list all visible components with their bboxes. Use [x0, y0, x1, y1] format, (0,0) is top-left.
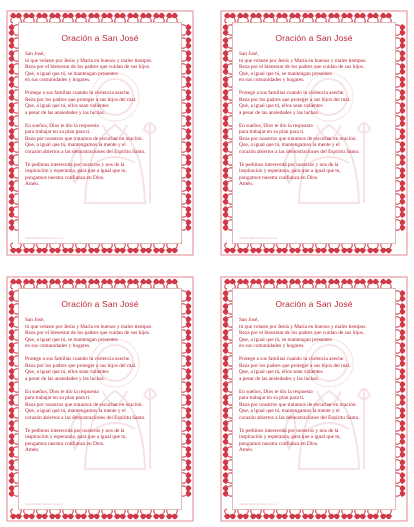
prayer-line: En sueños, Dios te dio la respuesta — [25, 388, 99, 395]
prayer-card — [218, 8, 410, 258]
prayer-line: Que, a igual que tú, mantengamos la mente y el — [25, 408, 126, 414]
prayer-title: Oración a San José — [275, 299, 353, 309]
ornament-flourish — [181, 368, 192, 380]
ornament-flourish — [181, 128, 192, 140]
prayer-paragraph — [25, 389, 177, 422]
ornament-flourish — [263, 509, 275, 520]
ornament-flourish — [250, 243, 262, 254]
ornament-flourish — [395, 50, 406, 62]
prayer-paragraph — [239, 90, 391, 116]
prayer-line: Amén. — [25, 447, 40, 453]
prayer-paragraph — [239, 356, 391, 382]
ornament-flourish — [101, 509, 113, 520]
prayer-paragraph — [239, 123, 391, 156]
ornament-flourish — [395, 24, 406, 36]
prayer-line: En sueños, Dios te dio la respuesta — [25, 122, 99, 129]
ornament-flourish — [395, 141, 406, 153]
ornament-flourish — [114, 243, 126, 254]
prayer-line: corazón abiertos a las demostraciones del Espíritu Santo. — [25, 148, 146, 155]
ornament-flourish — [395, 394, 406, 406]
ornament-flourish — [395, 167, 406, 179]
prayer-line: corazón abiertos a las demostraciones del Espíritu Santo. — [25, 414, 146, 421]
prayer-line: Que, a igual que tú, se mantengan presentes — [239, 70, 332, 77]
ornament-flourish — [315, 509, 327, 520]
prayer-line: Reza por los padres que proteger a sus hijos del mal. — [239, 362, 351, 369]
prayer-line: Protege a sus familias cuando la violencia aseche. — [25, 90, 131, 96]
ornament-flourish — [127, 509, 139, 520]
prayer-card — [4, 8, 196, 258]
prayer-line: Amén. — [239, 447, 254, 453]
ornament-flourish — [367, 509, 379, 520]
ornament-flourish — [181, 63, 192, 75]
ornament-flourish — [181, 342, 192, 354]
ornament-flourish — [181, 180, 192, 192]
card-inner — [232, 22, 396, 244]
ornament-flourish — [181, 141, 192, 153]
footer-credit: Catholic Relief Services | crs.org — [239, 503, 277, 506]
prayer-line: Reza por nosotros que tratamos de escuchar en oración. — [25, 135, 143, 142]
prayer-line: Reza por el bienestar de los padres que cuidan de sus hijos. — [25, 330, 151, 336]
prayer-title: Oración a San José — [61, 33, 139, 43]
ornament-flourish — [395, 115, 406, 127]
ornament-flourish — [395, 63, 406, 75]
prayer-line: Reza por nosotros que tratamos de escuchar en oración. — [25, 401, 143, 408]
ornament-flourish — [315, 243, 327, 254]
card-inner — [18, 22, 182, 244]
prayer-line: inspiración y esperanza, para que a igual que tu, — [25, 434, 127, 440]
prayer-line: Que, a igual que tú, ellos sean valientes — [239, 369, 323, 375]
ornament-flourish — [395, 420, 406, 432]
prayer-line: para trabajar en su plan para ti. — [25, 395, 91, 401]
ornament-flourish — [181, 381, 192, 393]
prayer-line: San José, — [25, 51, 45, 57]
ornament-flourish — [49, 509, 61, 520]
prayer-line: Que, a igual que tú, ellos sean valientes — [239, 103, 323, 109]
ornament-flourish — [395, 355, 406, 367]
prayer-paragraph — [25, 356, 177, 382]
prayer-line: tú que velaste por Jesús y María en buenos y males tiempos. — [239, 323, 367, 330]
ornament-flourish — [354, 509, 366, 520]
prayer-line: Te pedimos intereceda por nosotros y nos de la — [239, 427, 339, 434]
prayer-paragraph — [25, 51, 177, 84]
ornament-flourish — [237, 509, 249, 520]
ornament-flourish — [395, 303, 406, 315]
ornament-flourish — [395, 433, 406, 445]
footer-credit: Catholic Relief Services | crs.org — [25, 237, 63, 240]
prayer-line: corazón abiertos a las demostraciones del Espíritu Santo. — [239, 414, 360, 421]
ornament-flourish — [289, 243, 301, 254]
ornament-flourish — [181, 154, 192, 166]
ornament-flourish — [250, 509, 262, 520]
prayer-paragraph — [239, 162, 391, 188]
prayer-line: Amén. — [239, 181, 254, 187]
prayer-line: inspiración y esperanza, para que a igual que tu, — [239, 434, 341, 440]
ornament-flourish — [181, 102, 192, 114]
prayer-line: Reza por los padres que proteger a sus hijos del mal. — [25, 96, 137, 103]
prayer-line: Que, a igual que tú, se mantengan presentes — [25, 70, 118, 77]
card-inner — [232, 288, 396, 510]
ornament-flourish — [395, 180, 406, 192]
prayer-line: En sueños, Dios te dio la respuesta — [239, 388, 313, 395]
ornament-flourish — [88, 243, 100, 254]
prayer-line: Que, a igual que tú, mantengamos la mente y el — [239, 142, 340, 148]
prayer-line: a pesar de las ansiedades y las luchas. — [239, 375, 320, 382]
prayer-line: Protege a sus familias cuando la violencia aseche. — [239, 356, 345, 362]
card-inner — [18, 288, 182, 510]
prayer-line: Reza por nosotros que tratamos de escuchar en oración. — [239, 135, 357, 142]
ornament-flourish — [302, 243, 314, 254]
ornament-flourish — [36, 243, 48, 254]
prayer-line: a pesar de las ansiedades y las luchas. — [239, 109, 320, 116]
ornament-flourish — [10, 243, 22, 254]
prayer-line: en sus comunidades y hogares. — [25, 77, 91, 83]
prayer-card — [4, 274, 196, 524]
ornament-flourish — [395, 102, 406, 114]
ornament-flourish — [395, 342, 406, 354]
ornament-flourish — [62, 509, 74, 520]
ornament-flourish — [181, 329, 192, 341]
prayer-line: corazón abiertos a las demostraciones del Espíritu Santo. — [239, 148, 360, 155]
ornament-flourish — [75, 509, 87, 520]
footer-credit: Catholic Relief Services | crs.org — [239, 237, 277, 240]
ornament-flourish — [395, 154, 406, 166]
prayer-line: Reza por el bienestar de los padres que cuidan de sus hijos. — [239, 64, 365, 70]
ornament-flourish — [181, 316, 192, 328]
ornament-flourish — [127, 243, 139, 254]
prayer-paragraph — [239, 428, 391, 454]
ornament-flourish — [395, 316, 406, 328]
prayer-line: Que, a igual que tú, se mantengan presentes — [25, 336, 118, 343]
ornament-flourish — [263, 243, 275, 254]
ornament-flourish — [395, 368, 406, 380]
prayer-line: a pesar de las ansiedades y las luchas. — [25, 375, 106, 382]
ornament-flourish — [181, 219, 192, 231]
ornament-flourish — [395, 472, 406, 484]
prayer-line: Te pedimos intereceda por nosotros y nos de la — [239, 161, 339, 168]
ornament-flourish — [153, 509, 165, 520]
ornament-flourish — [276, 509, 288, 520]
ornament-flourish — [62, 243, 74, 254]
ornament-flourish — [181, 290, 192, 302]
ornament-flourish — [36, 509, 48, 520]
prayer-line: Que, a igual que tú, ellos sean valientes — [25, 103, 109, 109]
prayer-paragraph — [25, 162, 177, 188]
ornament-flourish — [181, 76, 192, 88]
ornament-flourish — [140, 509, 152, 520]
ornament-flourish — [395, 485, 406, 497]
ornament-flourish — [88, 509, 100, 520]
prayer-line: inspiración y esperanza, para que a igual que tu, — [239, 168, 341, 174]
prayer-line: a pesar de las ansiedades y las luchas. — [25, 109, 106, 116]
footer-credit: Catholic Relief Services | crs.org — [25, 503, 63, 506]
ornament-flourish — [181, 420, 192, 432]
prayer-title: Oración a San José — [275, 33, 353, 43]
prayer-line: Te pedimos intereceda por nosotros y nos de la — [25, 427, 125, 434]
ornament-flourish — [166, 509, 178, 520]
ornament-flourish — [114, 509, 126, 520]
prayer-line: para trabajar en su plan para ti. — [25, 129, 91, 135]
ornament-flourish — [395, 128, 406, 140]
ornament-flourish — [302, 509, 314, 520]
ornament-flourish — [395, 76, 406, 88]
ornament-flourish — [181, 407, 192, 419]
prayer-body — [239, 317, 391, 460]
prayer-body — [239, 51, 391, 194]
prayer-paragraph — [239, 317, 391, 350]
ornament-flourish — [153, 243, 165, 254]
ornament-flourish — [181, 50, 192, 62]
ornament-flourish — [395, 446, 406, 458]
ornament-flourish — [224, 243, 236, 254]
ornament-flourish — [395, 290, 406, 302]
prayer-line: pongamos nuestra confianza en Dios. — [239, 174, 319, 181]
ornament-flourish — [181, 433, 192, 445]
prayer-line: Protege a sus familias cuando la violencia aseche. — [239, 90, 345, 96]
prayer-line: San José, — [25, 317, 45, 323]
prayer-line: San José, — [239, 317, 259, 323]
ornament-flourish — [328, 243, 340, 254]
prayer-line: pongamos nuestra confianza en Dios. — [25, 174, 105, 181]
prayer-paragraph — [25, 123, 177, 156]
ornament-flourish — [181, 394, 192, 406]
ornament-flourish — [181, 115, 192, 127]
prayer-line: Que, a igual que tú, ellos sean valientes — [25, 369, 109, 375]
ornament-flourish — [181, 24, 192, 36]
ornament-flourish — [101, 243, 113, 254]
ornament-flourish — [181, 459, 192, 471]
ornament-flourish — [395, 37, 406, 49]
ornament-flourish — [10, 509, 22, 520]
prayer-line: Amén. — [25, 181, 40, 187]
ornament-flourish — [181, 472, 192, 484]
prayer-line: Reza por el bienestar de los padres que cuidan de sus hijos. — [25, 64, 151, 70]
ornament-flourish — [140, 243, 152, 254]
ornament-flourish — [341, 509, 353, 520]
ornament-flourish — [181, 167, 192, 179]
ornament-flourish — [224, 509, 236, 520]
prayer-line: tú que velaste por Jesús y María en buenos y males tiempos. — [25, 57, 153, 64]
ornament-flourish — [289, 509, 301, 520]
ornament-flourish — [328, 509, 340, 520]
prayer-body — [25, 317, 177, 460]
ornament-flourish — [181, 89, 192, 101]
ornament-flourish — [181, 206, 192, 218]
prayer-line: Que, a igual que tú, se mantengan presentes — [239, 336, 332, 343]
prayer-paragraph — [25, 428, 177, 454]
prayer-line: Te pedimos intereceda por nosotros y nos de la — [25, 161, 125, 168]
ornament-flourish — [354, 243, 366, 254]
prayer-body — [25, 51, 177, 194]
ornament-flourish — [341, 243, 353, 254]
ornament-flourish — [23, 509, 35, 520]
ornament-flourish — [181, 193, 192, 205]
prayer-line: para trabajar en su plan para ti. — [239, 129, 305, 135]
ornament-flourish — [395, 89, 406, 101]
prayer-line: para trabajar en su plan para ti. — [239, 395, 305, 401]
prayer-line: Protege a sus familias cuando la violencia aseche. — [25, 356, 131, 362]
prayer-line: en sus comunidades y hogares. — [239, 343, 305, 349]
ornament-flourish — [181, 485, 192, 497]
prayer-paragraph — [239, 51, 391, 84]
prayer-line: San José, — [239, 51, 259, 57]
ornament-flourish — [276, 243, 288, 254]
ornament-flourish — [395, 381, 406, 393]
ornament-flourish — [23, 243, 35, 254]
ornament-flourish — [181, 37, 192, 49]
ornament-flourish — [75, 243, 87, 254]
prayer-title: Oración a San José — [61, 299, 139, 309]
ornament-flourish — [49, 243, 61, 254]
prayer-line: en sus comunidades y hogares. — [25, 343, 91, 349]
ornament-flourish — [380, 509, 392, 520]
prayer-line: pongamos nuestra confianza en Dios. — [239, 440, 319, 447]
prayer-line: tú que velaste por Jesús y María en buenos y males tiempos. — [25, 323, 153, 330]
ornament-flourish — [380, 243, 392, 254]
prayer-line: tú que velaste por Jesús y María en buenos y males tiempos. — [239, 57, 367, 64]
prayer-line: Reza por nosotros que tratamos de escuchar en oración. — [239, 401, 357, 408]
ornament-flourish — [181, 355, 192, 367]
prayer-line: en sus comunidades y hogares. — [239, 77, 305, 83]
ornament-flourish — [181, 303, 192, 315]
prayer-line: Que, a igual que tú, mantengamos la mente y el — [239, 408, 340, 414]
prayer-line: inspiración y esperanza, para que a igual que tu, — [25, 168, 127, 174]
ornament-flourish — [166, 243, 178, 254]
ornament-flourish — [367, 243, 379, 254]
prayer-line: Reza por el bienestar de los padres que cuidan de sus hijos. — [239, 330, 365, 336]
prayer-card — [218, 274, 410, 524]
ornament-flourish — [395, 407, 406, 419]
ornament-flourish — [395, 206, 406, 218]
ornament-flourish — [395, 193, 406, 205]
prayer-paragraph — [25, 317, 177, 350]
prayer-paragraph — [239, 389, 391, 422]
ornament-flourish — [395, 329, 406, 341]
prayer-paragraph — [25, 90, 177, 116]
ornament-flourish — [237, 243, 249, 254]
prayer-line: pongamos nuestra confianza en Dios. — [25, 440, 105, 447]
prayer-line: Reza por los padres que proteger a sus hijos del mal. — [25, 362, 137, 369]
prayer-line: Que, a igual que tú, mantengamos la mente y el — [25, 142, 126, 148]
prayer-line: En sueños, Dios te dio la respuesta — [239, 122, 313, 129]
ornament-flourish — [395, 219, 406, 231]
ornament-flourish — [181, 446, 192, 458]
prayer-line: Reza por los padres que proteger a sus hijos del mal. — [239, 96, 351, 103]
ornament-flourish — [395, 459, 406, 471]
